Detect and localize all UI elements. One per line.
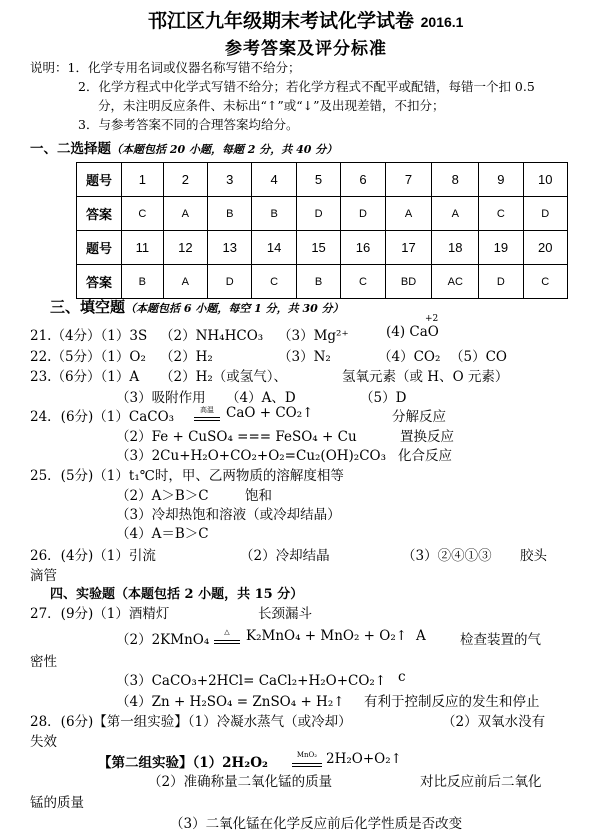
q24-type-1: 分解反应 <box>392 409 446 425</box>
q27-line-2 <box>30 628 590 648</box>
q24-type-2: 置换反应 <box>400 429 454 445</box>
q21-a3: （3）Mg²⁺ <box>278 328 349 344</box>
table-cell: B <box>296 265 340 299</box>
q24-type-3: 化合反应 <box>398 448 452 464</box>
q22-a2: （2）H₂ <box>160 349 213 365</box>
q27-line-4 <box>30 690 590 710</box>
table-cell: 11 <box>122 231 164 265</box>
q27-a4: （4）Zn + H₂SO₄ = ZnSO₄ + H₂↑ <box>116 694 345 710</box>
q27-a4-reason: 有利于控制反应的发生和停止 <box>364 694 540 710</box>
reaction-condition-sign <box>192 405 222 423</box>
table-cell: 12 <box>163 231 207 265</box>
q24-reaction-2: （2）Fe + CuSO₄ === FeSO₄ + Cu <box>116 429 357 445</box>
table-cell: 2 <box>163 163 207 197</box>
heat-condition-sign <box>212 627 242 646</box>
q24-reaction-3: （3）2Cu+H₂O+CO₂+O₂=Cu₂(OH)₂CO₃ <box>116 448 387 464</box>
q26-line-2: 滴管 <box>30 568 57 584</box>
table-cell: BD <box>385 265 432 299</box>
table-cell: 1 <box>122 163 164 197</box>
table-cell: 20 <box>523 231 567 265</box>
table-cell: 14 <box>252 231 296 265</box>
table-cell: A <box>163 265 207 299</box>
table-cell: 10 <box>523 163 567 197</box>
q27-reaction: K₂MnO₄ + MnO₂ + O₂↑ <box>246 628 408 644</box>
section-fill-heading <box>50 296 344 317</box>
q21-a2: （2）NH₄HCO₃ <box>160 328 264 344</box>
q27-a2: （2）2KMnO₄ <box>116 632 210 648</box>
q22-a3: （3）N₂ <box>278 349 331 365</box>
q27-head: 27．(9分)（1）酒精灯 <box>30 606 170 622</box>
q25-line-4: （4）A＝B＞C <box>116 526 209 542</box>
answer-table <box>76 162 568 299</box>
catalyst-condition: MnO₂ <box>296 750 318 759</box>
q24-head: 24．(6分)（1）CaCO₃ <box>30 409 175 425</box>
section-choice-note: （本题包括 20 小题，每题 2 分，共 40 分） <box>111 143 338 156</box>
q22-line <box>30 345 590 365</box>
table-cell: 8 <box>432 163 479 197</box>
table-cell: A <box>385 197 432 231</box>
table-cell: B <box>208 197 252 231</box>
catalyst-condition-sign <box>290 750 324 769</box>
q28-a2: （2）双氧水没有 <box>442 714 546 730</box>
q28-head: 28．(6分)【第一组实验】（1）冷凝水蒸气（或冷却） <box>30 714 352 730</box>
table-cell: A <box>432 197 479 231</box>
q25-line-3: （3）冷却热饱和溶液（或冷却结晶） <box>116 507 341 523</box>
note-2: 2．化学方程式中化学式写错不给分；若化学方程式不配平或配错，每错一个扣 0.5 <box>78 79 535 94</box>
document-subtitle: 参考答案及评分标准 <box>225 39 387 59</box>
q23-a2: （2）H₂（或氢气）、 <box>160 369 288 385</box>
q26-a2: （2）冷却结晶 <box>240 548 330 564</box>
q26-a3: （3）②④①③ <box>402 548 492 564</box>
table-cell: 16 <box>341 231 385 265</box>
q27-line-3 <box>30 669 590 689</box>
table-cell: 4 <box>252 163 296 197</box>
q27-line-2b: 密性 <box>30 654 57 670</box>
q27-a2-device: A <box>416 628 426 644</box>
table-cell: 答案 <box>77 197 122 231</box>
table-cell: AC <box>432 265 479 299</box>
q25-a2: （2）A＞B＞C <box>116 488 209 504</box>
q22-head: 22.（5分）（1）O₂ <box>30 349 146 365</box>
q27-a3: （3）CaCO₃+2HCl= CaCl₂+H₂O+CO₂↑ <box>116 673 387 689</box>
note-2b: 分，未注明反应条件、未标出“↑”或“↓”及出现差错，不扣分； <box>98 98 445 113</box>
q21-head: 21.（4分）（1）3S <box>30 328 148 344</box>
note-3: 3．与参考答案不同的合理答案均给分。 <box>78 117 299 132</box>
q25-line-2 <box>30 484 590 504</box>
table-cell: C <box>252 265 296 299</box>
q23-a4: （4）A、D <box>226 390 296 406</box>
q21-a4-valence: +2 <box>425 314 439 324</box>
q25-a2b: 饱和 <box>245 488 272 504</box>
q23-line-2 <box>30 386 590 406</box>
table-cell: 7 <box>385 163 432 197</box>
table-cell: 3 <box>208 163 252 197</box>
table-cell: 18 <box>432 231 479 265</box>
reaction-condition: 高温 <box>200 405 214 414</box>
q27-a1b: 长颈漏斗 <box>258 606 312 622</box>
table-cell: 题号 <box>77 163 122 197</box>
q22-a5: （5）CO <box>450 349 507 365</box>
table-cell: B <box>252 197 296 231</box>
table-cell: D <box>296 197 340 231</box>
table-cell: 6 <box>341 163 385 197</box>
q26-a4: 胶头 <box>520 548 547 564</box>
table-cell: 5 <box>296 163 340 197</box>
table-row <box>77 197 568 231</box>
title-text: 邗江区九年级期末考试化学试卷 <box>148 10 415 32</box>
q24-line-1 <box>30 405 590 425</box>
table-cell: C <box>479 197 523 231</box>
table-cell: B <box>122 265 164 299</box>
table-cell: C <box>523 265 567 299</box>
table-cell: 9 <box>479 163 523 197</box>
q24-line-3 <box>30 444 590 464</box>
section-choice-heading <box>30 137 337 157</box>
q28-line-3b: 锰的质量 <box>30 795 84 811</box>
q28-group2: 【第二组实验】（1）2H₂O₂ <box>98 755 268 771</box>
table-cell: D <box>479 265 523 299</box>
table-cell: 17 <box>385 231 432 265</box>
q23-a1: 23.（6分）（1）A <box>30 369 140 385</box>
q23-a3: （3）吸附作用 <box>116 390 206 406</box>
section-experiment-heading: 四、实验题（本题包括 2 小题，共 15 分） <box>50 587 304 602</box>
q22-a4: （4）CO₂ <box>378 349 441 365</box>
q21-line <box>30 314 590 344</box>
q28-line-1 <box>30 710 590 730</box>
table-cell: C <box>341 265 385 299</box>
table-cell: 答案 <box>77 265 122 299</box>
q28-a2-compare: 对比反应前后二氧化 <box>420 774 542 790</box>
q28-line-4: （3）二氧化锰在化学反应前后化学性质是否改变 <box>170 816 463 832</box>
q28-line-3 <box>30 770 590 790</box>
q24-reaction-1: CaO + CO₂↑ <box>226 405 314 421</box>
table-cell: D <box>523 197 567 231</box>
q25-line-1: 25．(5分)（1）t₁℃时，甲、乙两物质的溶解度相等 <box>30 468 344 484</box>
q23-a5: （5）D <box>360 390 407 406</box>
table-cell: C <box>122 197 164 231</box>
q21-a4: (4) CaO <box>386 324 439 340</box>
section-choice-title: 一、二选择题 <box>30 141 111 157</box>
table-cell: 19 <box>479 231 523 265</box>
table-cell: D <box>208 265 252 299</box>
section-fill-note: （本题包括 6 小题，每空 1 分，共 30 分） <box>125 302 344 315</box>
q28-line-2 <box>30 751 590 771</box>
q26-line-1 <box>30 544 590 564</box>
table-row <box>77 265 568 299</box>
table-cell: 15 <box>296 231 340 265</box>
table-cell: D <box>341 197 385 231</box>
table-row <box>77 231 568 265</box>
q27-a2-check: 检查装置的气 <box>460 632 541 648</box>
q24-line-2 <box>30 425 590 445</box>
q28-group2-reaction: 2H₂O+O₂↑ <box>326 751 402 767</box>
q28-a2-weigh: （2）准确称量二氧化锰的质量 <box>148 774 333 790</box>
table-cell: 题号 <box>77 231 122 265</box>
document-title <box>148 6 463 33</box>
q23-a2-alt: 氢氧元素（或 H、O 元素） <box>342 369 509 385</box>
table-cell: A <box>163 197 207 231</box>
q28-line-1b: 失效 <box>30 734 57 750</box>
section-fill-title: 三、填空题 <box>50 298 126 316</box>
q27-a3-port: c <box>398 669 406 685</box>
q27-line-1 <box>30 602 590 622</box>
q23-line-1 <box>30 365 590 385</box>
heat-triangle-icon: △ <box>224 627 230 636</box>
q26-head: 26．(4分)（1）引流 <box>30 548 156 564</box>
note-1: 说明：1．化学专用名词或仪器名称写错不给分； <box>30 60 301 75</box>
title-year: 2016.1 <box>420 14 464 30</box>
table-row <box>77 163 568 197</box>
table-cell: 13 <box>208 231 252 265</box>
